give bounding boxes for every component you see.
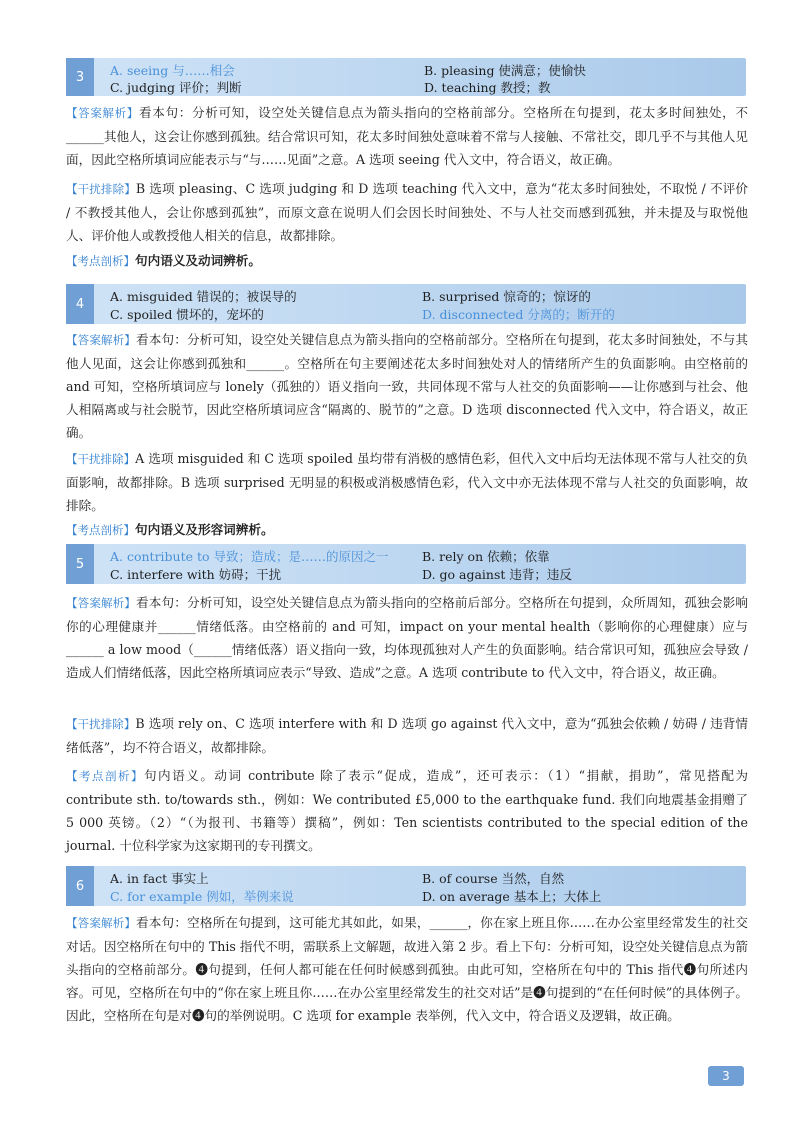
- option-c: C. for example 例如，举例来说: [110, 889, 294, 904]
- q4-key-point: [66, 518, 748, 542]
- question-number: 6: [66, 866, 94, 906]
- q3-answer-analysis: [66, 101, 748, 171]
- q5-answer-analysis: [66, 591, 748, 684]
- option-b: B. of course 当然，自然: [422, 871, 565, 886]
- option-a: A. seeing 与……相会: [110, 63, 235, 78]
- q3-interference: [66, 177, 748, 247]
- answer-analysis-text: 看本句：分析可知，设空处关键信息点为箭头指向的空格前后部分。空格所在句提到，众所周知，孤独会影响你的心理健康并______情绪低落。由空格前的 and 可知，impact on your mental health（影响你的心理健康）应与______ a low mood（______情绪低落）语义指向一致，均体现孤独对人产生的负面影响。结合常识可知，孤独应会导致 / 造成人们情绪低落，因此空格所填词应表示“导致、造成”之意。A 选项 contribute to 代入文中，符合语义，故正确。: [66, 595, 749, 680]
- key-point-text: 句内语义及动词辨析。: [135, 253, 261, 268]
- question-number: 5: [66, 544, 94, 584]
- interference-text: B 选项 rely on、C 选项 interfere with 和 D 选项 go against 代入文中，意为“孤独会依赖 / 妨碍 / 违背情绪低落”，均不符合语义，故都排除。: [66, 716, 748, 755]
- answer-analysis-text: 看本句：分析可知，设空处关键信息点为箭头指向的空格前部分。空格所在句提到，花太多时间独处，不与其他人见面，这会让你感到孤独和______。空格所在句主要阐述花太多时间独处对人的情绪所产生的负面影响。由空格前的 and 可知，空格所填词应与 lonely（孤独的）语义指向一致，共同体现不常与人社交的负面影响——让你感到与社会、他人相隔离或与社会脱节，因此空格所填词应含“隔离的、脱节的”之意。D 选项 disconnected 代入文中，符合语义，故正确。: [66, 332, 749, 440]
- answer-analysis-text: 看本句：空格所在句提到，这可能尤其如此，如果，______，你在家上班且你……在办公室里经常发生的社交对话。因空格所在句中的 This 指代不明，需联系上文解题，故进入第 2 步。看上下句：分析可知，设空处关键信息点为箭头指向的空格前部分。❹句提到，任何人都可能在任何时候感到孤独。由此可知，空格所在句中的 This 指代❹句所述内容。可见，空格所在句中的“你在家上班且你……在办公室里经常发生的社交对话”是❹句提到的“在任何时候”的具体例子。因此，空格所在句是对❹句的举例说明。C 选项 for example 表举例，代入文中，符合语义及逻辑，故正确。: [66, 915, 749, 1023]
- question-3-options-bar: [66, 58, 746, 96]
- answer-analysis-label: 【答案解析】: [66, 596, 136, 610]
- answer-analysis-label: 【答案解析】: [66, 916, 137, 930]
- question-number: 4: [66, 284, 94, 324]
- q5-interference: [66, 712, 748, 759]
- option-b: B. surprised 惊奇的；惊讶的: [422, 289, 591, 304]
- q6-answer-analysis: [66, 911, 748, 1027]
- key-point-text: 句内语义。动词 contribute 除了表示“促成，造成”，还可表示：（1）“捐献，捐助”，常见搭配为 contribute sth. to/towards sth.，例如：We contributed £5,000 to the earthquake fund. 我们向地震基金捐赠了 5 000 英镑。（2）“（为报刊、书籍等）撰稿”，例如：Ten scientists contributed to the special edition of the journal. 十位科学家为这家期刊的专刊撰文。: [66, 768, 749, 853]
- q4-answer-analysis: [66, 328, 748, 444]
- option-b: B. pleasing 使满意；使愉快: [424, 63, 586, 78]
- option-d: D. on average 基本上；大体上: [422, 889, 602, 904]
- option-d: D. teaching 教授；教: [424, 80, 551, 95]
- question-number: 3: [66, 58, 94, 96]
- interference-text: A 选项 misguided 和 C 选项 spoiled 虽均带有消极的感情色彩，但代入文中后均无法体现不常与人社交的负面影响，故都排除。B 选项 surprised 无明显的积极或消极感情色彩，代入文中亦无法体现不常与人社交的负面影响，故排除。: [66, 451, 749, 513]
- option-a: A. contribute to 导致；造成；是……的原因之一: [110, 549, 389, 564]
- answer-analysis-label: 【答案解析】: [66, 106, 139, 120]
- q4-interference: [66, 447, 748, 517]
- key-point-label: 【考点剖析】: [66, 769, 144, 783]
- option-a: A. in fact 事实上: [110, 871, 209, 886]
- key-point-label: 【考点剖析】: [66, 254, 135, 268]
- interference-text: B 选项 pleasing、C 选项 judging 和 D 选项 teaching 代入文中，意为“花太多时间独处，不取悦 / 不评价 / 不教授其他人，会让你感到孤独”，而原文意在说明人们会因长时间独处、不与人社交而感到孤独，并未提及与取悦他人、评价他人或教授他人相关的信息，故都排除。: [66, 181, 749, 243]
- interference-label: 【干扰排除】: [66, 717, 136, 731]
- question-6-options-bar: [66, 866, 746, 906]
- answer-analysis-text: 看本句：分析可知，设空处关键信息点为箭头指向的空格前部分。空格所在句提到，花太多时间独处，不______其他人，这会让你感到孤独。结合常识可知，花太多时间独处意味着不常与人接触、不常社交，即几乎不与其他人见面，因此空格所填词应能表示与“与……见面”之意。A 选项 seeing 代入文中，符合语义，故正确。: [66, 105, 749, 167]
- option-c: C. judging 评价；判断: [110, 80, 242, 95]
- option-d: D. disconnected 分离的；断开的: [422, 307, 615, 322]
- q5-key-point: [66, 764, 748, 857]
- answer-analysis-label: 【答案解析】: [66, 333, 136, 347]
- question-5-options-bar: [66, 544, 746, 584]
- option-c: C. spoiled 惯坏的，宠坏的: [110, 307, 264, 322]
- option-a: A. misguided 错误的；被误导的: [110, 289, 297, 304]
- key-point-label: 【考点剖析】: [66, 523, 135, 537]
- interference-label: 【干扰排除】: [66, 452, 136, 466]
- q3-key-point: [66, 249, 748, 273]
- option-d: D. go against 违背；违反: [422, 567, 572, 582]
- option-c: C. interfere with 妨碍；干扰: [110, 567, 282, 582]
- interference-label: 【干扰排除】: [66, 182, 136, 196]
- question-4-options-bar: [66, 284, 746, 324]
- key-point-text: 句内语义及形容词辨析。: [135, 522, 274, 537]
- page-number-badge: 3: [708, 1066, 744, 1086]
- option-b: B. rely on 依赖；依靠: [422, 549, 550, 564]
